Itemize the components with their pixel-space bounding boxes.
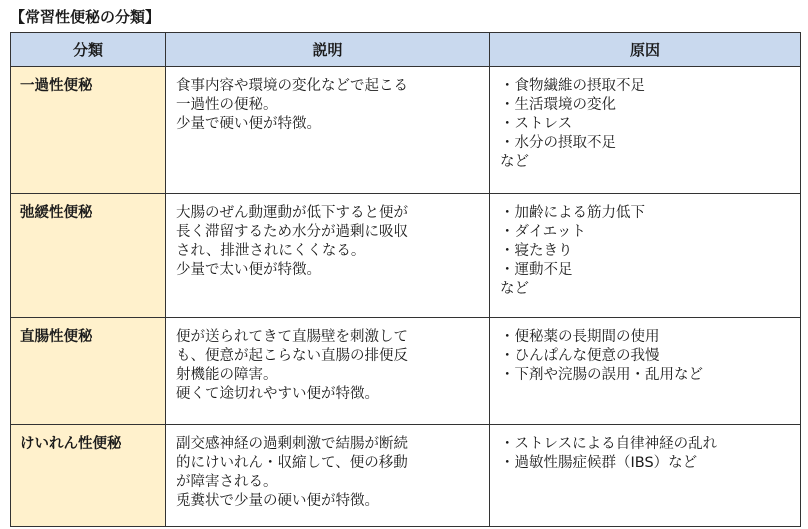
row-causes: ・便秘薬の長期間の使用 ・ひんぱんな便意の我慢 ・下剤や浣腸の誤用・乱用など	[490, 318, 801, 425]
table-row	[11, 194, 801, 318]
row-type: 一過性便秘	[11, 67, 166, 194]
constipation-classification-table	[10, 32, 801, 527]
row-causes: ・ストレスによる自律神経の乱れ ・過敏性腸症候群（IBS）など	[490, 425, 801, 527]
document-title: 【常習性便秘の分類】	[10, 8, 161, 26]
row-description: 食事内容や環境の変化などで起こる 一過性の便秘。 少量で硬い便が特徴。	[166, 67, 490, 194]
table-row	[11, 318, 801, 425]
row-causes: ・食物繊維の摂取不足 ・生活環境の変化 ・ストレス ・水分の摂取不足 など	[490, 67, 801, 194]
row-description: 大腸のぜん動運動が低下すると便が 長く滞留するため水分が過剰に吸収 され、排泄されにくくなる。 少量で太い便が特徴。	[166, 194, 490, 318]
header-classification: 分類	[11, 33, 166, 67]
row-causes: ・加齢による筋力低下 ・ダイエット ・寝たきり ・運動不足 など	[490, 194, 801, 318]
row-type: 弛緩性便秘	[11, 194, 166, 318]
row-description: 便が送られてきて直腸壁を刺激して も、便意が起こらない直腸の排便反 射機能の障害。 硬くて途切れやすい便が特徴。	[166, 318, 490, 425]
row-description: 副交感神経の過剰刺激で結腸が断続 的にけいれん・収縮して、便の移動 が障害される。 兎糞状で少量の硬い便が特徴。	[166, 425, 490, 527]
row-type: 直腸性便秘	[11, 318, 166, 425]
row-type: けいれん性便秘	[11, 425, 166, 527]
table-row	[11, 67, 801, 194]
header-cause: 原因	[490, 33, 801, 67]
table-row	[11, 425, 801, 527]
table-header-row	[11, 33, 801, 67]
header-description: 説明	[166, 33, 490, 67]
